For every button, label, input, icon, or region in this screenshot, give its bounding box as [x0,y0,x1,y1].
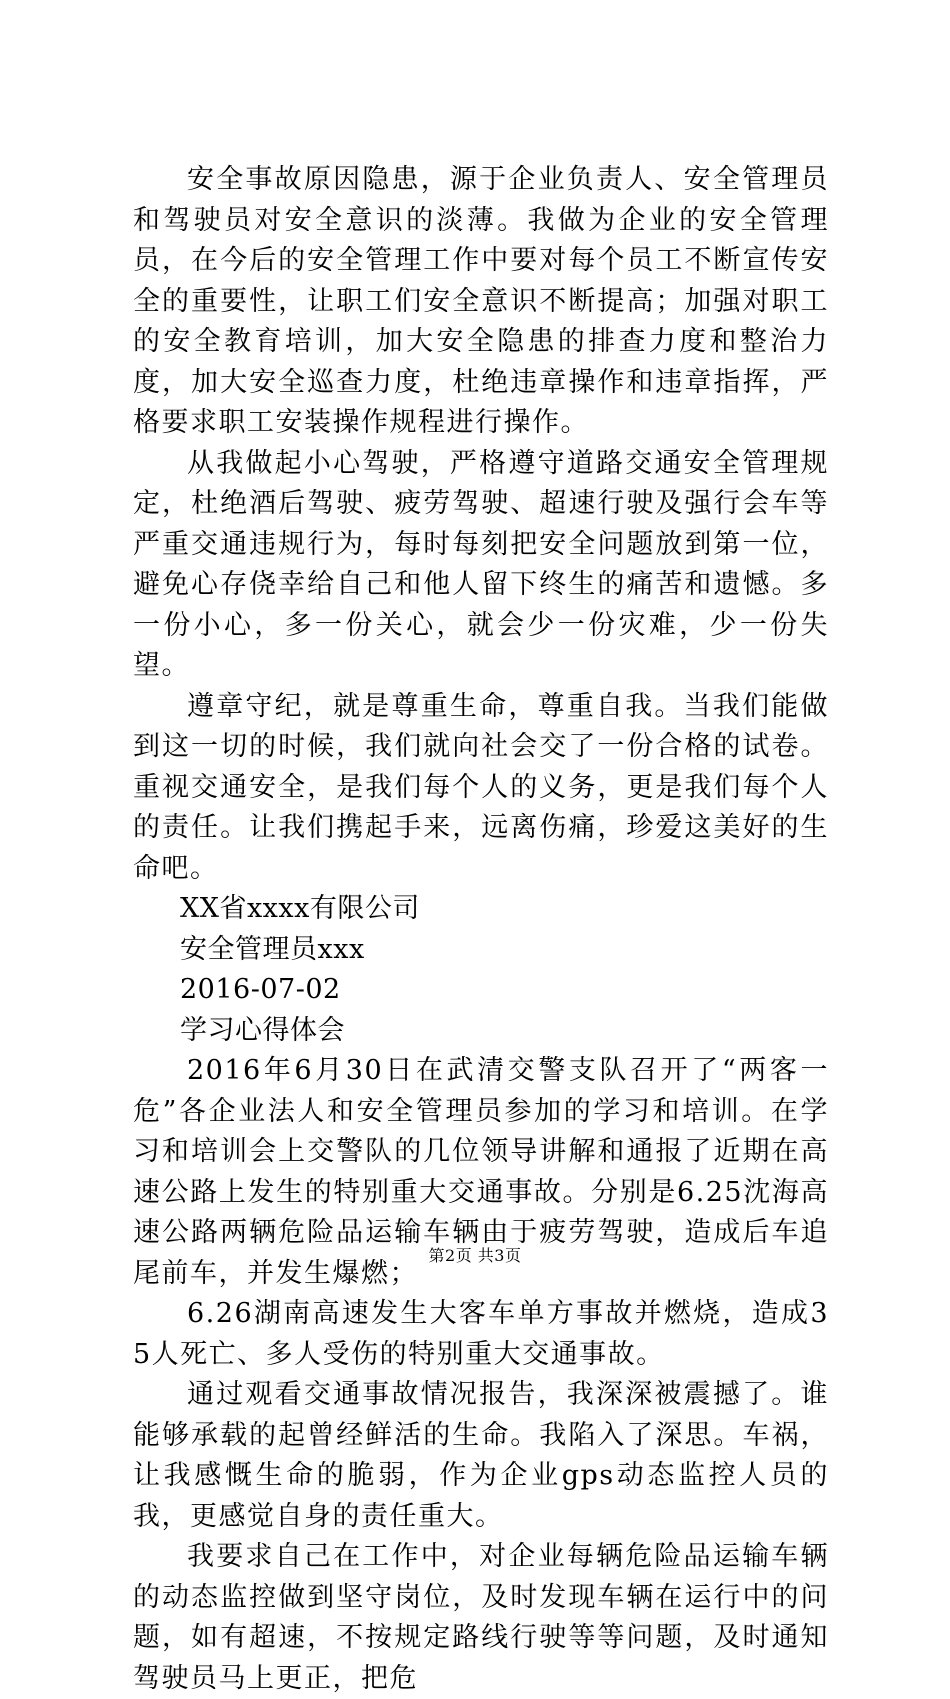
paragraph-careful-driving: 从我做起小心驾驶，严格遵守道路交通安全管理规定，杜绝酒后驾驶、疲劳驾驶、超速行驶及强行会车等严重交通违规行为，每时每刻把安全问题放到第一位，避免心存侥幸给自己和他人留下终生的痛苦和遗憾。多一份小心，多一份关心，就会少一份灾难，少一份失望。 [133,447,829,681]
paragraph-reflection: 通过观看交通事故情况报告，我深深被震撼了。谁能够承载的起曾经鲜活的生命。我陷入了深思。车祸，让我感慨生命的脆弱，作为企业gps动态监控人员的我，更感觉自身的责任重大。 [133,1379,829,1532]
section-title: 学习心得体会 [180,1014,345,1046]
paragraph-hunan-accident: 6.26湖南高速发生大客车单方事故并燃烧，造成35人死亡、多人受伤的特别重大交通事故。 [133,1298,829,1370]
document-body [133,160,829,1699]
paragraph-respect-life: 遵章守纪，就是尊重生命，尊重自我。当我们能做到这一切的时候，我们就向社会交了一份合格的试卷。重视交通安全，是我们每个人的义务，更是我们每个人的责任。让我们携起手来，远离伤痛，珍爱这美好的生命吧。 [133,690,829,884]
document-date: 2016-07-02 [180,974,341,1005]
paragraph-monitoring-duty: 我要求自己在工作中，对企业每辆危险品运输车辆的动态监控做到坚守岗位，及时发现车辆在运行中的问题，如有超速，不按规定路线行驶等等问题，及时通知驾驶员马上更正，把危 [133,1541,829,1694]
paragraph-training-meeting: 2016年6月30日在武清交警支队召开了“两客一危”各企业法人和安全管理员参加的学习和培训。在学习和培训会上交警队的几位领导讲解和通报了近期在高速公路上发生的特别重大交通事故。分别是6.25沈海高速公路两辆危险品运输车辆由于疲劳驾驶，造成后车追尾前车，并发生爆燃； [133,1055,829,1289]
company-name: XX省xxxx有限公司 [180,893,420,924]
page-number: 第2页 共3页 [428,1246,522,1265]
signer-name: 安全管理员xxx [180,933,365,965]
paragraph-safety-hazards: 安全事故原因隐患，源于企业负责人、安全管理员和驾驶员对安全意识的淡薄。我做为企业的安全管理员，在今后的安全管理工作中要对每个员工不断宣传安全的重要性，让职工们安全意识不断提高；加强对职工的安全教育培训，加大安全隐患的排查力度和整治力度，加大安全巡查力度，杜绝违章操作和违章指挥，严格要求职工安装操作规程进行操作。 [133,164,829,438]
